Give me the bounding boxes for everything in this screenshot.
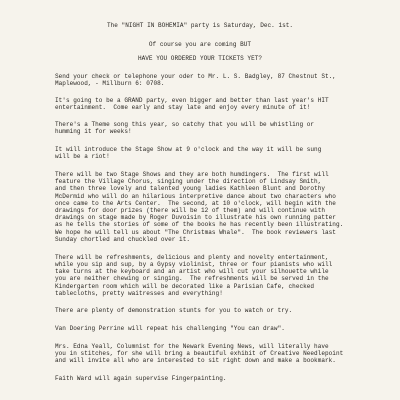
header-party-announcement: The "NIGHT IN BOHEMIA" party is Saturday, Dec. 1st.	[106, 22, 294, 29]
paragraph-refreshments-line: tablecloths, pretty waitresses and everything!	[55, 290, 223, 297]
paragraph-fingerpainting: Faith Ward will again supervise Fingerpainting.	[55, 375, 227, 382]
paragraph-grand-party-line: It's going to be a GRAND party, even bigger and better than last year's HIT	[55, 97, 329, 104]
paragraph-stage-shows-line: There will be two Stage Shows and they are both humdingers. The first will	[55, 171, 329, 178]
paragraph-needlepoint-line: and will invite all who are interested to sit right down and make a bookmark.	[55, 357, 336, 364]
paragraph-theme-song-line: humming it for weeks!	[55, 128, 132, 135]
paragraph-stage-shows-line: drawings on stage made by Roger Duvoisin to illustrate his own running patter	[55, 214, 336, 221]
paragraph-theme-song-line: There's a Theme song this year, so catchy that you will be whistling or	[55, 121, 315, 128]
paragraph-refreshments-line: Kindergarten room which will be decorated like a Parisian Cafe, checked	[55, 283, 315, 290]
paragraph-needlepoint-line: you in stitches, for she will bring a beautiful exhibit of Creative Needlepoint	[55, 350, 344, 357]
paragraph-stage-shows-line: once came to the Arts Center. The second, at 10 o'clock, will begin with the	[55, 200, 336, 207]
paragraph-stage-shows-line: drawings for door prizes (there will be 12 of them) and will continue with	[55, 207, 326, 214]
paragraph-order-line: Maplewood, - Millburn 6: 0708.	[55, 80, 165, 87]
paragraph-refreshments-line: There will be refreshments, delicious and plenty and novelty entertainment,	[55, 254, 329, 261]
paragraph-stage-shows-line: Sunday chortled and chuckled over it.	[55, 236, 191, 243]
paragraph-stage-show-intro-line: will be a riot!	[55, 153, 110, 160]
paragraph-refreshments-line: while you sip and sup, by a Gypsy violinist, three or four pianists who will	[55, 261, 333, 268]
paragraph-stage-shows-line: McDermid who will do an hilarious interpretive dance about two characters who	[55, 193, 336, 200]
paragraph-you-can-draw: Van Doering Perrine will repeat his challenging "You can draw".	[55, 325, 285, 332]
paragraph-stage-shows-line: We hope he will tell us about "The Christmas Whale". The book reviewers last	[55, 229, 336, 236]
paragraph-demonstration-stunts: There are plenty of demonstration stunts for you to watch or try.	[55, 307, 293, 314]
paragraph-refreshments-line: take turns at the keyboard and an artist who will cut your silhouette while	[55, 268, 329, 275]
paragraph-stage-shows-line: and then three lovely and talented young ladies Kathleen Blunt and Dorothy	[55, 185, 326, 192]
paragraph-needlepoint-line: Mrs. Edna Yeall, Columnist for the Newark Evening News, will literally have	[55, 343, 329, 350]
paragraph-refreshments-line: you are neither chewing or singing. The refreshments will be served in the	[55, 275, 329, 282]
paragraph-stage-shows-line: feature the Village Chorus, singing under the direction of Lindsay Smith,	[55, 178, 322, 185]
header-coming-line: Of course you are coming BUT	[148, 41, 252, 48]
paragraph-stage-show-intro-line: It will introduce the Stage Show at 9 o'clock and the way it will be sung	[55, 146, 322, 153]
paragraph-order-line: Send your check or telephone your oder to Mr. L. S. Badgley, 87 Chestnut St.,	[55, 73, 336, 80]
header-tickets-question: HAVE YOU ORDERED YOUR TICKETS YET?	[137, 55, 263, 62]
paragraph-stage-shows-line: as he tells the stories of some of the books he has recently been illustrating.	[55, 221, 344, 228]
paragraph-grand-party-line: entertainment. Come early and stay late and enjoy every minute of it!	[55, 104, 311, 111]
